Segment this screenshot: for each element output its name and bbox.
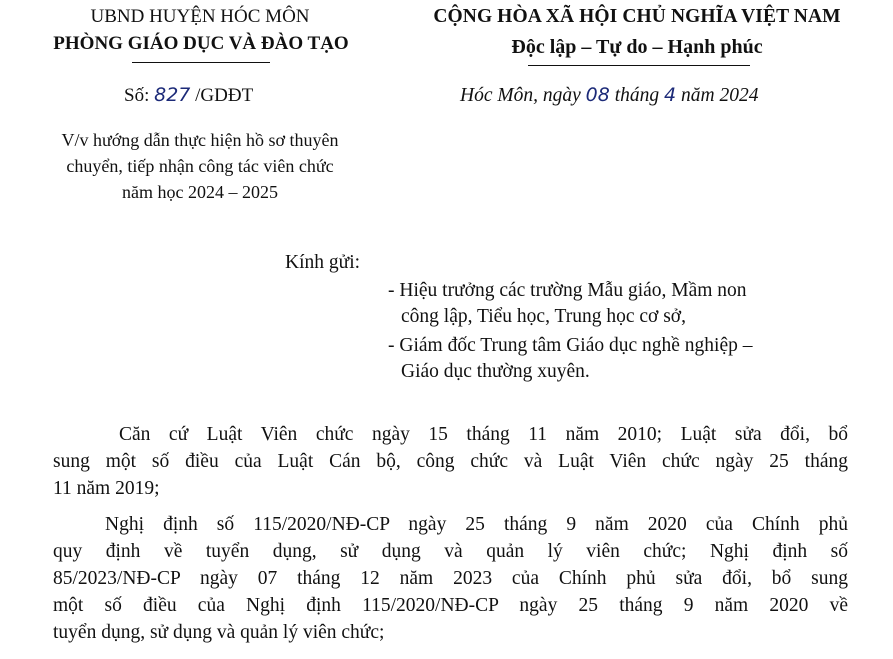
number-prefix: Số: xyxy=(124,85,150,106)
issuing-department: PHÒNG GIÁO DỤC VÀ ĐÀO TẠO xyxy=(53,33,349,54)
date-prefix: Hóc Môn, ngày xyxy=(460,85,581,106)
subject-line: V/v hướng dẫn thực hiện hồ sơ thuyên xyxy=(61,130,339,150)
date-year: 2024 xyxy=(719,85,759,106)
date-month-label: tháng xyxy=(614,85,660,106)
paragraph-line: sung một số điều của Luật Cán bộ, công chức và Luật Viên chức ngày 25 tháng xyxy=(53,451,848,472)
paragraph-line: quy định về tuyển dụng, sử dụng và quản lý viên chức; Nghị định số xyxy=(53,541,848,562)
date-month-handwritten: 4 xyxy=(664,84,677,106)
paragraph-line: 11 năm 2019; xyxy=(53,478,160,499)
header-left-underline xyxy=(132,62,270,63)
body-paragraph-legal-basis-1 xyxy=(53,421,848,502)
header-right-underline xyxy=(528,65,750,66)
paragraph-line: Nghị định số 115/2020/NĐ-CP ngày 25 tháng 9 năm 2020 của Chính phủ xyxy=(105,514,848,535)
place-and-date xyxy=(460,84,758,107)
document-number xyxy=(124,84,253,107)
recipient-line: Giáo dục thường xuyên. xyxy=(401,361,590,382)
recipient-line: - Hiệu trưởng các trường Mẫu giáo, Mầm non xyxy=(388,280,747,301)
number-suffix: /GDĐT xyxy=(195,85,254,106)
recipient-line: - Giám đốc Trung tâm Giáo dục nghề nghiệp – xyxy=(388,335,753,356)
recipient-line: công lập, Tiểu học, Trung học cơ sở, xyxy=(401,306,686,327)
number-handwritten: 827 xyxy=(154,84,191,106)
subject-line: chuyển, tiếp nhận công tác viên chức xyxy=(66,156,334,176)
paragraph-line: 85/2023/NĐ-CP ngày 07 tháng 12 năm 2023 của Chính phủ sửa đổi, bổ sung xyxy=(53,568,848,589)
national-title: CỘNG HÒA XÃ HỘI CHỦ NGHĨA VIỆT NAM xyxy=(433,6,841,27)
paragraph-line: một số điều của Nghị định 115/2020/NĐ-CP ngày 25 tháng 9 năm 2020 về xyxy=(53,595,848,616)
date-day-handwritten: 08 xyxy=(585,84,610,106)
addressee-label: Kính gửi: xyxy=(285,252,361,273)
subject-line: năm học 2024 – 2025 xyxy=(122,182,278,202)
date-year-label: năm xyxy=(680,85,715,106)
paragraph-line: tuyển dụng, sử dụng và quản lý viên chức; xyxy=(53,622,385,643)
subject-block xyxy=(0,127,400,205)
issuing-authority: UBND HUYỆN HÓC MÔN xyxy=(90,6,310,27)
paragraph-line: Căn cứ Luật Viên chức ngày 15 tháng 11 năm 2010; Luật sửa đổi, bổ xyxy=(119,424,848,445)
national-motto: Độc lập – Tự do – Hạnh phúc xyxy=(511,36,763,58)
body-paragraph-legal-basis-2 xyxy=(53,511,848,646)
